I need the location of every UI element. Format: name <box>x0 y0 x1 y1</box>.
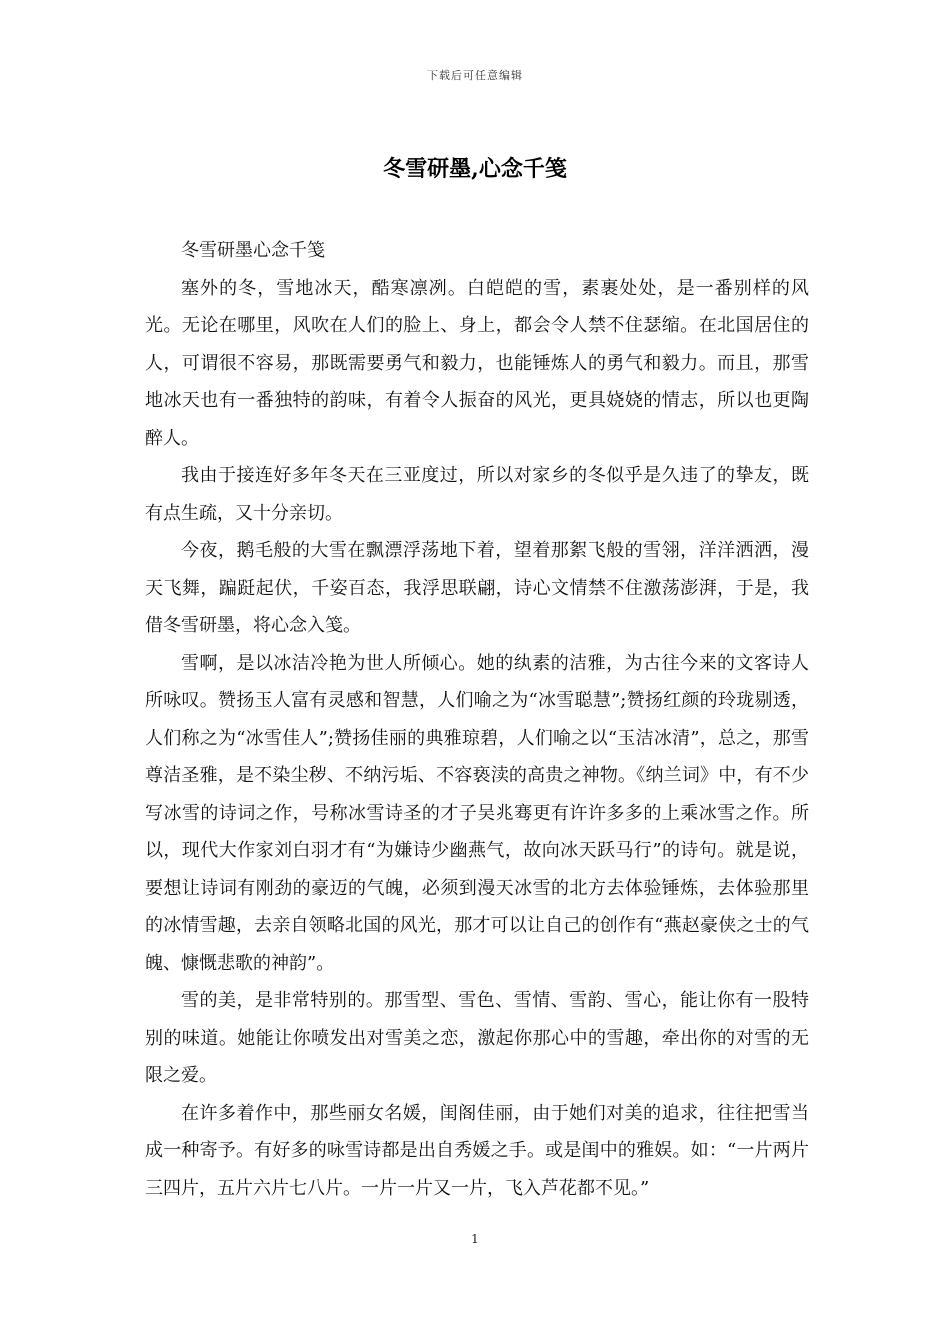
document-title: 冬雪研墨,心念千笺 <box>383 156 567 182</box>
paragraph: 塞外的冬，雪地冰天，酷寒凛冽。白皑皑的雪，素裹处处，是一番别样的风光。无论在哪里，风吹在人们的脸上、身上，都会令人禁不住瑟缩。在北国居住的人，可谓很不容易，那既需要勇气和毅力，也能锤炼人的勇气和毅力。而且，那雪地冰天也有一番独特的韵味，有着令人振奋的风光，更具娆娆的情志，所以也更陶醉人。 <box>145 277 809 449</box>
paragraph: 在许多着作中，那些丽女名媛，闺阁佳丽，由于她们对美的追求，往往把雪当成一种寄予。有好多的咏雪诗都是出自秀媛之手。或是闺中的雅娱。如：“一片两片三四片，五片六片七八片。一片一片又一片，飞入芦花都不见。” <box>145 1102 809 1199</box>
document-body <box>145 232 809 1207</box>
paragraph-subtitle: 冬雪研墨心念千笺 <box>181 240 325 261</box>
paragraph: 今夜，鹅毛般的大雪在飘漂浮荡地下着，望着那絮飞般的雪翎，洋洋洒洒，漫天飞舞，蹁跹起伏，千姿百态，我浮思联翩，诗心文情禁不住激荡澎湃，于是，我借冬雪研墨，将心念入笺。 <box>145 540 809 636</box>
paragraph: 雪啊，是以冰洁冷艳为世人所倾心。她的纨素的洁雅，为古往今来的文客诗人所咏叹。赞扬玉人富有灵感和智慧，人们喻之为“冰雪聪慧”;赞扬红颜的玲珑剔透，人们称之为“冰雪佳人”;赞扬佳丽的典雅琼碧，人们喻之以“玉洁冰清”，总之，那雪尊洁圣雅，是不染尘秽、不纳污垢、不容亵渎的高贵之神物。《纳兰词》中，有不少写冰雪的诗词之作，号称冰雪诗圣的才子吴兆骞更有许许多多的上乘冰雪之作。所以，现代大作家刘白羽才有“为嫌诗少幽燕气，故向冰天跃马行”的诗句。就是说，要想让诗词有刚劲的豪迈的气魄，必须到漫天冰雪的北方去体验锤炼，去体验那里的冰情雪趣，去亲自领略北国的风光，那才可以让自己的创作有“燕赵豪侠之士的气魄、慷慨悲歌的神韵”。 <box>145 652 809 974</box>
paragraph: 雪的美，是非常特别的。那雪型、雪色、雪情、雪韵、雪心，能让你有一股特别的味道。她能让你喷发出对雪美之恋，激起你那心中的雪趣，牵出你的对雪的无限之爱。 <box>145 990 809 1086</box>
page-header-note: 下载后可任意编辑 <box>427 69 523 82</box>
paragraph: 我由于接连好多年冬天在三亚度过，所以对家乡的冬似乎是久违了的挚友，既有点生疏，又十分亲切。 <box>145 465 809 524</box>
page-number: 1 <box>471 1232 479 1246</box>
